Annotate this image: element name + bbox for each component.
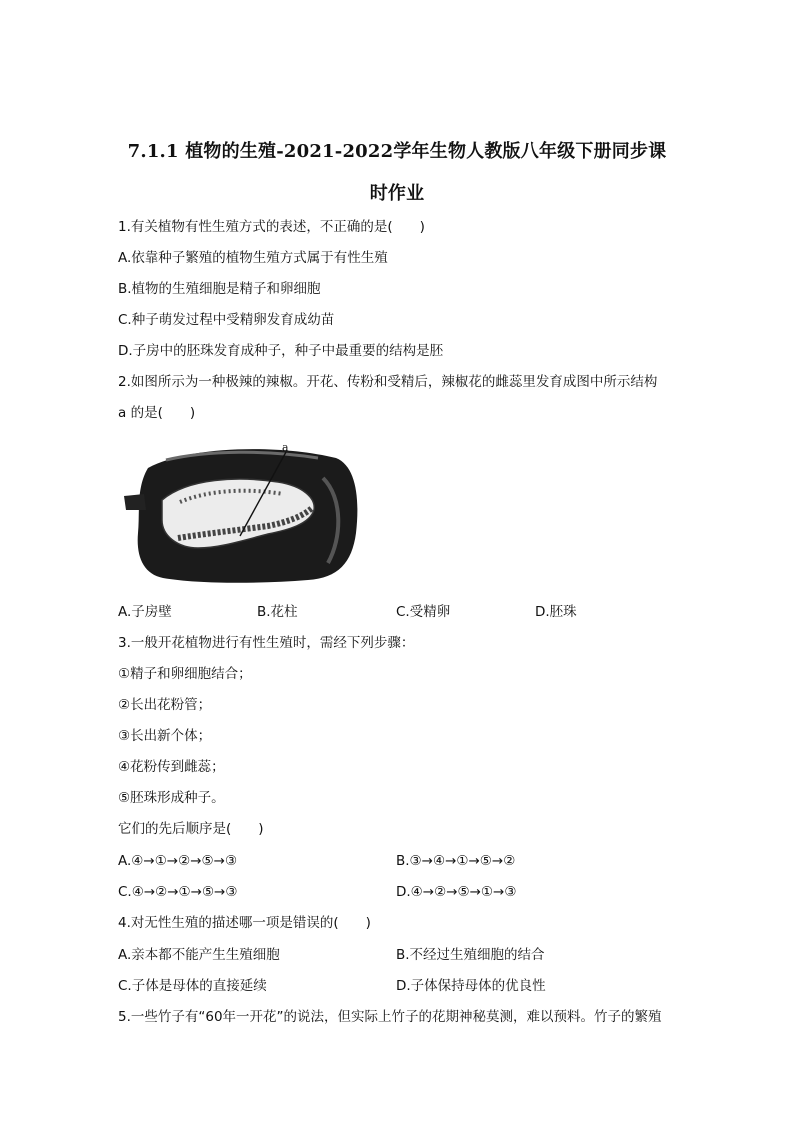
question-5-stem: 5.一些竹子有“60年一开花”的说法，但实际上竹子的花期神秘莫测，难以预料。竹子的繁殖 [118,1009,662,1025]
question-4-option-b: B.不经过生殖细胞的结合 [396,947,545,963]
document-title-line1: 7.1.1 植物的生殖-2021-2022学年生物人教版八年级下册同步课 [127,141,667,162]
question-1-option-a: A.依靠种子繁殖的植物生殖方式属于有性生殖 [118,250,388,266]
question-2-option-a: A.子房壁 [118,604,172,620]
question-3-option-a: A.④→①→②→⑤→③ [118,853,238,869]
question-2-stem-line1: 2.如图所示为一种极辣的辣椒。开花、传粉和受精后，辣椒花的雌蕊里发育成图中所示结构 [118,374,658,390]
question-1-option-b: B.植物的生殖细胞是精子和卵细胞 [118,281,321,297]
question-3-option-b: B.③→④→①→⑤→② [396,853,516,869]
pepper-figure [118,438,362,586]
question-1-option-d: D.子房中的胚珠发育成种子，种子中最重要的结构是胚 [118,343,444,359]
document-title-line2: 时作业 [369,183,425,204]
question-4-stem: 4.对无性生殖的描述哪一项是错误的( ) [118,915,371,931]
question-4-option-d: D.子体保持母体的优良性 [396,978,546,994]
question-3-step-4: ④花粉传到雌蕊； [118,759,225,775]
question-3-option-d: D.④→②→⑤→①→③ [396,884,517,900]
question-3-step-3: ③长出新个体； [118,728,212,744]
question-3-option-c: C.④→②→①→⑤→③ [118,884,238,900]
question-3-step-5: ⑤胚珠形成种子。 [118,790,225,806]
question-3-stem: 3.一般开花植物进行有性生殖时，需经下列步骤： [118,635,415,651]
question-3-step-1: ①精子和卵细胞结合； [118,666,252,682]
question-1-option-c: C.种子萌发过程中受精卵发育成幼苗 [118,312,335,328]
question-2-stem-line2: a 的是( ) [118,405,196,421]
figure-label-a: a [282,441,289,454]
question-2-option-c: C.受精卵 [396,604,451,620]
question-3-ask: 它们的先后顺序是( ) [118,821,264,837]
pepper-stem [124,494,146,510]
question-3-step-2: ②长出花粉管； [118,697,212,713]
question-4-option-a: A.亲本都不能产生生殖细胞 [118,947,280,963]
question-2-option-d: D.胚珠 [535,604,577,620]
pepper-illustration [118,438,362,586]
question-1-stem: 1.有关植物有性生殖方式的表述，不正确的是( ) [118,219,425,235]
question-2-option-b: B.花柱 [257,604,298,620]
question-4-option-c: C.子体是母体的直接延续 [118,978,267,994]
